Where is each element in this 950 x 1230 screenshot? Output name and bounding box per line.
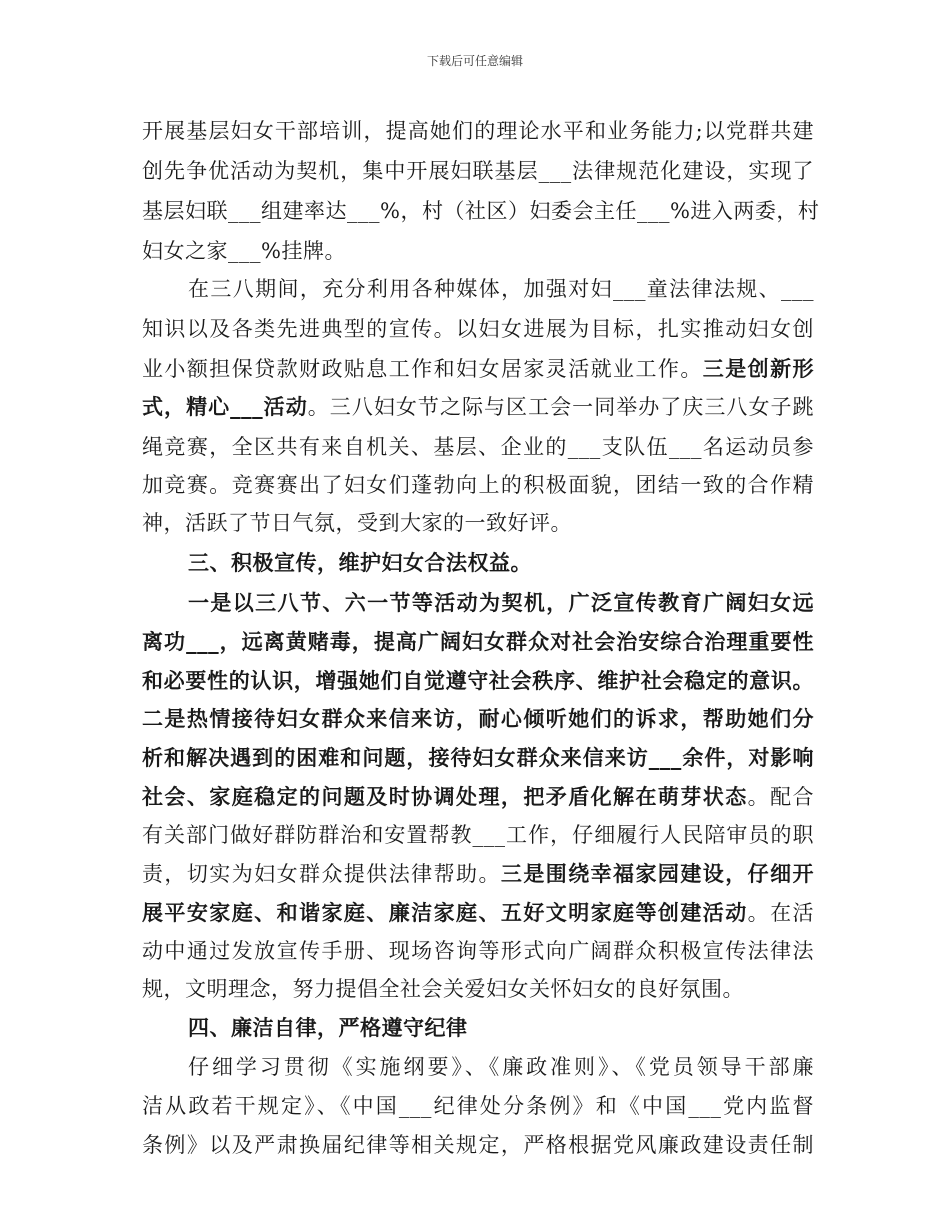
text-run: 。三八妇女节之际与区工会一同举办了庆三八女子跳 <box>307 395 815 419</box>
text-line <box>142 817 814 853</box>
text-line <box>142 113 814 149</box>
text-run: 基层妇联___组建率达___%，村（社区）妇委会主任___%进入两委，村 <box>142 199 820 223</box>
text-line <box>142 701 814 737</box>
text-line <box>142 624 814 660</box>
text-line <box>142 193 820 229</box>
text-run: 业小额担保贷款财政贴息工作和妇女居家灵活就业工作。 <box>142 357 703 381</box>
text-line <box>142 429 814 465</box>
bold-text-run: 和必要性的认识，增强她们自觉遵守社会秩序、维护社会稳定的意识。 <box>142 668 814 693</box>
text-run: 责，切实为妇女群众提供法律帮助。 <box>142 862 501 886</box>
text-line <box>142 663 814 699</box>
text-line <box>142 856 814 892</box>
text-run: 有关部门做好群防群治和安置帮教___工作，仔细履行人民陪审员的职 <box>142 823 814 847</box>
text-line <box>142 505 814 541</box>
text-line <box>188 545 814 581</box>
text-run: 神，活跃了节日气氛，受到大家的一致好评。 <box>142 511 572 535</box>
text-line <box>142 1088 814 1124</box>
text-line <box>142 895 814 931</box>
bold-text-run: 一是以三八节、六一节等活动为契机，广泛宣传教育广阔妇女远 <box>188 590 814 615</box>
page-header: 下载后可任意编辑 <box>426 54 523 68</box>
text-run: 条例》以及严肃换届纪律等相关规定，严格根据党风廉政建设责任制 <box>142 1133 814 1157</box>
text-line <box>142 933 814 969</box>
text-line <box>188 1049 814 1085</box>
bold-text-run: 三、积极宣传，维护妇女合法权益。 <box>188 550 532 575</box>
text-line <box>142 1127 814 1163</box>
bold-text-run: 社会、家庭稳定的问题及时协调处理，把矛盾化解在萌芽状态 <box>142 784 748 809</box>
text-run: 在三八期间，充分利用各种媒体，加强对妇___童法律法规、___ <box>188 277 814 301</box>
text-line <box>188 585 814 621</box>
text-run: 仔细学习贯彻《实施纲要》、《廉政准则》、《党员领导干部廉 <box>188 1055 814 1079</box>
bold-text-run: 离功___，远离黄赌毒，提高广阔妇女群众对社会治安综合治理重要性 <box>142 629 814 654</box>
text-run: 加竞赛。竞赛赛出了妇女们蓬勃向上的积极面貌，团结一致的合作精 <box>142 473 814 497</box>
bold-text-run: 二是热情接待妇女群众来信来访，耐心倾听她们的诉求，帮助她们分 <box>142 706 814 731</box>
text-line <box>142 467 814 503</box>
bold-text-run: 三是创新形 <box>702 356 815 381</box>
bold-text-run: 四、廉洁自律，严格遵守纪律 <box>188 1015 468 1040</box>
bold-text-run: 三是围绕幸福家园建设，仔细开 <box>500 861 815 886</box>
text-line <box>142 311 814 347</box>
text-line <box>142 779 814 815</box>
text-line <box>188 271 814 307</box>
text-run: 创先争优活动为契机，集中开展妇联基层___法律规范化建设，实现了 <box>142 159 814 183</box>
text-run: 洁从政若干规定》、《中国___纪律处分条例》和《中国___党内监督 <box>142 1094 814 1118</box>
text-run: 规，文明理念，努力提倡全社会关爱妇女关怀妇女的良好氛围。 <box>142 977 744 1001</box>
text-line <box>142 153 814 189</box>
bold-text-run: 展平安家庭、和谐家庭、廉洁家庭、五好文明家庭等创建活动 <box>142 900 748 925</box>
text-line <box>142 351 814 387</box>
text-line <box>142 740 814 776</box>
text-run: 开展基层妇女干部培训，提高她们的理论水平和业务能力;以党群共建 <box>142 119 814 143</box>
text-run: 。配合 <box>747 785 815 809</box>
bold-text-run: 式，精心___活动 <box>142 394 308 419</box>
text-line <box>188 1010 814 1046</box>
text-run: 知识以及各类先进典型的宣传。以妇女进展为目标，扎实推动妇女创 <box>142 317 814 341</box>
text-line <box>142 971 814 1007</box>
text-line <box>142 389 814 425</box>
text-run: 动中通过发放宣传手册、现场咨询等形式向广阔群众积极宣传法律法 <box>142 939 814 963</box>
text-run: 妇女之家___%挂牌。 <box>142 239 346 263</box>
text-run: 。在活 <box>747 901 815 925</box>
bold-text-run: 析和解决遇到的困难和问题，接待妇女群众来信来访___余件，对影响 <box>142 745 814 770</box>
text-line <box>142 233 814 269</box>
text-run: 绳竞赛，全区共有来自机关、基层、企业的___支队伍___名运动员参 <box>142 435 814 459</box>
